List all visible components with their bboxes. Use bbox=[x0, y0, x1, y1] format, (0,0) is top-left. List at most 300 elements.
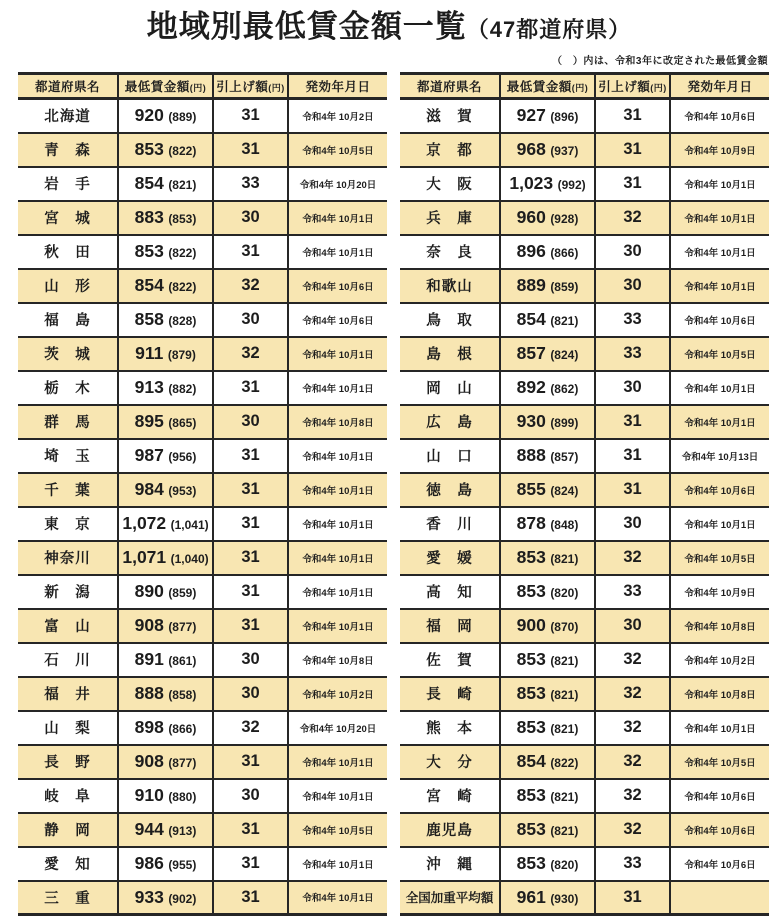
raise-amount: 30 bbox=[595, 269, 670, 303]
minimum-wage-cell bbox=[500, 711, 595, 745]
wage-current: 889 bbox=[516, 275, 546, 296]
table-row bbox=[400, 405, 769, 439]
wage-previous: (889) bbox=[168, 110, 197, 125]
table-row bbox=[400, 541, 769, 575]
minimum-wage-cell bbox=[500, 167, 595, 201]
minimum-wage-cell bbox=[500, 235, 595, 269]
col-header-raise bbox=[213, 74, 288, 99]
table-row bbox=[400, 711, 769, 745]
effective-date: 令和4年 10月8日 bbox=[288, 643, 387, 677]
minimum-wage-cell bbox=[118, 779, 213, 813]
table-row bbox=[400, 99, 769, 133]
prefecture-name: 千 葉 bbox=[44, 483, 91, 500]
wage-previous: (859) bbox=[550, 280, 579, 295]
prefecture-name: 岐 阜 bbox=[44, 789, 91, 806]
table-row bbox=[18, 779, 387, 813]
wage-current: 984 bbox=[134, 479, 164, 500]
header-row bbox=[400, 74, 769, 99]
raise-amount: 31 bbox=[213, 507, 288, 541]
raise-amount: 31 bbox=[595, 405, 670, 439]
minimum-wage-cell bbox=[500, 745, 595, 779]
raise-amount: 30 bbox=[213, 201, 288, 235]
effective-date: 令和4年 10月1日 bbox=[670, 405, 769, 439]
effective-date: 令和4年 10月5日 bbox=[288, 813, 387, 847]
table-row bbox=[400, 575, 769, 609]
raise-amount: 30 bbox=[595, 507, 670, 541]
raise-amount: 30 bbox=[595, 235, 670, 269]
table-row bbox=[400, 439, 769, 473]
wage-previous: (821) bbox=[550, 314, 579, 329]
minimum-wage-cell bbox=[500, 303, 595, 337]
table-row bbox=[400, 167, 769, 201]
wage-previous: (822) bbox=[550, 756, 579, 771]
minimum-wage-cell bbox=[118, 99, 213, 133]
raise-amount: 31 bbox=[595, 99, 670, 133]
wage-previous: (913) bbox=[168, 824, 197, 839]
minimum-wage-cell bbox=[118, 133, 213, 167]
wage-current: 854 bbox=[516, 309, 546, 330]
minimum-wage-cell bbox=[500, 201, 595, 235]
wage-current: 854 bbox=[516, 751, 546, 772]
prefecture-name: 神奈川 bbox=[44, 551, 91, 568]
table-row bbox=[18, 133, 387, 167]
wage-current: 895 bbox=[134, 411, 164, 432]
wage-current: 858 bbox=[134, 309, 164, 330]
prefecture-name: 山 形 bbox=[44, 279, 91, 296]
prefecture-name: 福 島 bbox=[44, 313, 91, 330]
effective-date: 令和4年 10月1日 bbox=[288, 881, 387, 915]
effective-date: 令和4年 10月1日 bbox=[670, 507, 769, 541]
prefecture-name: 滋 賀 bbox=[426, 109, 473, 126]
wage-current: 900 bbox=[516, 615, 546, 636]
raise-amount: 32 bbox=[595, 541, 670, 575]
raise-amount: 32 bbox=[595, 711, 670, 745]
wage-previous: (866) bbox=[550, 246, 579, 261]
effective-date: 令和4年 10月1日 bbox=[288, 745, 387, 779]
wage-previous: (821) bbox=[550, 552, 579, 567]
table-row bbox=[400, 847, 769, 881]
prefecture-name: 秋 田 bbox=[44, 245, 91, 262]
table-row bbox=[400, 201, 769, 235]
wage-previous: (899) bbox=[550, 416, 579, 431]
table-row bbox=[18, 813, 387, 847]
effective-date: 令和4年 10月1日 bbox=[288, 371, 387, 405]
wage-previous: (821) bbox=[550, 790, 579, 805]
wage-current: 910 bbox=[134, 785, 164, 806]
wage-previous: (861) bbox=[168, 654, 197, 669]
minimum-wage-cell bbox=[118, 813, 213, 847]
table-body-left bbox=[18, 99, 387, 915]
wage-table-left bbox=[18, 72, 387, 916]
wage-previous: (1,041) bbox=[170, 518, 209, 533]
raise-amount: 31 bbox=[595, 473, 670, 507]
effective-date: 令和4年 10月1日 bbox=[670, 371, 769, 405]
wage-previous: (880) bbox=[168, 790, 197, 805]
header-row bbox=[18, 74, 387, 99]
effective-date: 令和4年 10月6日 bbox=[670, 847, 769, 881]
minimum-wage-cell bbox=[500, 269, 595, 303]
prefecture-name: 長 野 bbox=[44, 755, 91, 772]
effective-date: 令和4年 10月1日 bbox=[288, 337, 387, 371]
wage-current: 853 bbox=[516, 819, 546, 840]
wage-current: 1,071 bbox=[122, 547, 167, 568]
table-row bbox=[18, 371, 387, 405]
raise-amount: 32 bbox=[595, 813, 670, 847]
wage-previous: (902) bbox=[168, 891, 197, 906]
minimum-wage-cell bbox=[500, 541, 595, 575]
effective-date: 令和4年 10月1日 bbox=[670, 201, 769, 235]
table-row bbox=[400, 677, 769, 711]
effective-date: 令和4年 10月20日 bbox=[288, 711, 387, 745]
wage-previous: (822) bbox=[168, 246, 197, 261]
minimum-wage-cell bbox=[118, 337, 213, 371]
wage-previous: (879) bbox=[167, 348, 196, 363]
table-row bbox=[400, 371, 769, 405]
col-header-label: 都道府県名 bbox=[34, 80, 100, 95]
wage-previous: (848) bbox=[550, 518, 579, 533]
prefecture-name: 広 島 bbox=[426, 415, 473, 432]
col-header-date bbox=[670, 74, 769, 99]
wage-previous: (992) bbox=[557, 178, 586, 193]
raise-amount: 31 bbox=[213, 99, 288, 133]
wage-previous: (953) bbox=[168, 484, 197, 499]
wage-previous: (877) bbox=[168, 756, 197, 771]
raise-amount: 31 bbox=[213, 439, 288, 473]
col-header-label: 最低賃金額 bbox=[506, 80, 572, 95]
table-row bbox=[18, 439, 387, 473]
wage-previous: (821) bbox=[550, 688, 579, 703]
wage-current: 920 bbox=[134, 105, 164, 126]
raise-amount: 31 bbox=[213, 473, 288, 507]
prefecture-name: 新 潟 bbox=[44, 585, 91, 602]
raise-amount: 32 bbox=[595, 745, 670, 779]
wage-current: 896 bbox=[516, 241, 546, 262]
tables-container bbox=[18, 72, 778, 916]
prefecture-name: 富 山 bbox=[44, 619, 91, 636]
minimum-wage-cell bbox=[118, 303, 213, 337]
raise-amount: 30 bbox=[213, 779, 288, 813]
wage-current: 855 bbox=[516, 479, 546, 500]
raise-amount: 31 bbox=[213, 371, 288, 405]
table-row bbox=[18, 269, 387, 303]
wage-previous: (928) bbox=[550, 212, 579, 227]
effective-date: 令和4年 10月1日 bbox=[288, 609, 387, 643]
raise-amount: 32 bbox=[595, 643, 670, 677]
table-row bbox=[18, 847, 387, 881]
col-header-label: 発効年月日 bbox=[687, 80, 753, 95]
minimum-wage-cell bbox=[118, 541, 213, 575]
effective-date: 令和4年 10月1日 bbox=[670, 235, 769, 269]
table-row bbox=[18, 575, 387, 609]
raise-amount: 31 bbox=[213, 847, 288, 881]
col-header-unit: (円) bbox=[268, 83, 285, 94]
col-header-prefecture bbox=[400, 74, 500, 99]
table-row bbox=[400, 779, 769, 813]
revision-note: （ ）内は、令和3年に改定された最低賃金額 bbox=[551, 56, 768, 68]
wage-previous: (821) bbox=[550, 722, 579, 737]
table-row bbox=[18, 609, 387, 643]
prefecture-name: 和歌山 bbox=[426, 279, 473, 296]
raise-amount: 31 bbox=[595, 167, 670, 201]
wage-current: 891 bbox=[134, 649, 164, 670]
raise-amount: 30 bbox=[213, 677, 288, 711]
table-row bbox=[400, 643, 769, 677]
wage-current: 911 bbox=[135, 343, 164, 364]
raise-amount: 32 bbox=[595, 677, 670, 711]
table-row bbox=[18, 201, 387, 235]
raise-amount: 30 bbox=[595, 371, 670, 405]
prefecture-name: 奈 良 bbox=[426, 245, 473, 262]
effective-date: 令和4年 10月20日 bbox=[288, 167, 387, 201]
prefecture-name: 全国加重平均額 bbox=[405, 891, 494, 906]
prefecture-name: 福 岡 bbox=[426, 619, 473, 636]
effective-date: 令和4年 10月1日 bbox=[288, 847, 387, 881]
raise-amount: 31 bbox=[213, 541, 288, 575]
wage-current: 888 bbox=[134, 683, 164, 704]
prefecture-name: 佐 賀 bbox=[426, 653, 473, 670]
wage-previous: (877) bbox=[168, 620, 197, 635]
wage-current: 853 bbox=[516, 717, 546, 738]
table-row bbox=[18, 473, 387, 507]
table-row bbox=[400, 269, 769, 303]
effective-date: 令和4年 10月6日 bbox=[670, 99, 769, 133]
minimum-wage-cell bbox=[500, 405, 595, 439]
wage-previous: (955) bbox=[168, 858, 197, 873]
prefecture-name: 山 梨 bbox=[44, 721, 91, 738]
prefecture-name: 兵 庫 bbox=[426, 211, 473, 228]
effective-date: 令和4年 10月1日 bbox=[670, 269, 769, 303]
effective-date: 令和4年 10月5日 bbox=[670, 337, 769, 371]
wage-current: 892 bbox=[516, 377, 546, 398]
raise-amount: 31 bbox=[595, 881, 670, 915]
minimum-wage-cell bbox=[500, 643, 595, 677]
wage-previous: (821) bbox=[550, 824, 579, 839]
minimum-wage-cell bbox=[118, 677, 213, 711]
effective-date: 令和4年 10月1日 bbox=[288, 439, 387, 473]
table-row bbox=[18, 405, 387, 439]
table-row bbox=[18, 303, 387, 337]
table-row bbox=[400, 881, 769, 915]
wage-current: 854 bbox=[134, 275, 164, 296]
prefecture-name: 愛 媛 bbox=[426, 551, 473, 568]
minimum-wage-cell bbox=[500, 847, 595, 881]
wage-previous: (865) bbox=[168, 416, 197, 431]
effective-date: 令和4年 10月5日 bbox=[288, 133, 387, 167]
raise-amount: 31 bbox=[595, 439, 670, 473]
minimum-wage-cell bbox=[500, 881, 595, 915]
minimum-wage-cell bbox=[500, 813, 595, 847]
wage-previous: (882) bbox=[168, 382, 197, 397]
table-row bbox=[18, 235, 387, 269]
raise-amount: 32 bbox=[595, 779, 670, 813]
table-header-right bbox=[400, 74, 769, 99]
effective-date bbox=[670, 881, 769, 915]
minimum-wage-cell bbox=[118, 609, 213, 643]
wage-current: 853 bbox=[516, 785, 546, 806]
table-row bbox=[400, 745, 769, 779]
col-header-label: 発効年月日 bbox=[305, 80, 371, 95]
effective-date: 令和4年 10月1日 bbox=[288, 235, 387, 269]
table-row bbox=[18, 643, 387, 677]
prefecture-name: 徳 島 bbox=[426, 483, 473, 500]
table-row bbox=[400, 507, 769, 541]
wage-current: 890 bbox=[134, 581, 164, 602]
prefecture-name: 香 川 bbox=[426, 517, 473, 534]
wage-previous: (937) bbox=[550, 144, 579, 159]
wage-previous: (956) bbox=[168, 450, 197, 465]
table-row bbox=[18, 167, 387, 201]
prefecture-name: 鹿児島 bbox=[426, 823, 473, 840]
table-row bbox=[400, 337, 769, 371]
effective-date: 令和4年 10月1日 bbox=[288, 473, 387, 507]
wage-previous: (1,040) bbox=[170, 552, 209, 567]
effective-date: 令和4年 10月8日 bbox=[670, 609, 769, 643]
wage-current: 961 bbox=[516, 886, 546, 907]
wage-previous: (824) bbox=[550, 484, 579, 499]
prefecture-name: 東 京 bbox=[44, 517, 91, 534]
prefecture-name: 静 岡 bbox=[44, 823, 91, 840]
wage-current: 853 bbox=[516, 853, 546, 874]
raise-amount: 31 bbox=[213, 745, 288, 779]
minimum-wage-cell bbox=[500, 779, 595, 813]
raise-amount: 32 bbox=[213, 269, 288, 303]
col-header-label: 引上げ額 bbox=[598, 80, 651, 95]
wage-current: 857 bbox=[516, 343, 546, 364]
raise-amount: 32 bbox=[213, 711, 288, 745]
prefecture-name: 高 知 bbox=[426, 585, 473, 602]
minimum-wage-cell bbox=[118, 711, 213, 745]
minimum-wage-cell bbox=[118, 235, 213, 269]
wage-current: 930 bbox=[516, 411, 546, 432]
prefecture-name: 大 分 bbox=[426, 755, 473, 772]
page-title-main: 地域別最低賃金額一覧 bbox=[146, 9, 467, 44]
wage-previous: (930) bbox=[550, 891, 579, 906]
raise-amount: 31 bbox=[213, 609, 288, 643]
col-header-date bbox=[288, 74, 387, 99]
minimum-wage-cell bbox=[500, 677, 595, 711]
minimum-wage-cell bbox=[118, 575, 213, 609]
col-header-wage bbox=[500, 74, 595, 99]
table-row bbox=[18, 745, 387, 779]
prefecture-name: 青 森 bbox=[44, 143, 91, 160]
wage-current: 1,072 bbox=[122, 513, 167, 534]
prefecture-name: 愛 知 bbox=[44, 857, 91, 874]
wage-previous: (866) bbox=[168, 722, 197, 737]
prefecture-name: 埼 玉 bbox=[44, 449, 91, 466]
table-row bbox=[18, 541, 387, 575]
prefecture-name: 鳥 取 bbox=[426, 313, 473, 330]
prefecture-name: 宮 崎 bbox=[426, 789, 473, 806]
prefecture-name: 岩 手 bbox=[44, 177, 91, 194]
effective-date: 令和4年 10月2日 bbox=[670, 643, 769, 677]
wage-current: 853 bbox=[516, 649, 546, 670]
table-row bbox=[400, 303, 769, 337]
raise-amount: 31 bbox=[213, 813, 288, 847]
wage-previous: (858) bbox=[168, 688, 197, 703]
wage-current: 853 bbox=[516, 683, 546, 704]
prefecture-name: 宮 城 bbox=[44, 211, 91, 228]
wage-previous: (822) bbox=[168, 144, 197, 159]
minimum-wage-cell bbox=[118, 507, 213, 541]
wage-current: 1,023 bbox=[509, 173, 554, 194]
prefecture-name: 沖 縄 bbox=[426, 857, 473, 874]
effective-date: 令和4年 10月9日 bbox=[670, 575, 769, 609]
effective-date: 令和4年 10月1日 bbox=[288, 507, 387, 541]
wage-current: 878 bbox=[516, 513, 546, 534]
table-row bbox=[18, 507, 387, 541]
table-row bbox=[400, 813, 769, 847]
wage-previous: (859) bbox=[168, 586, 197, 601]
col-header-unit: (円) bbox=[189, 83, 207, 94]
effective-date: 令和4年 10月8日 bbox=[288, 405, 387, 439]
effective-date: 令和4年 10月5日 bbox=[670, 541, 769, 575]
minimum-wage-cell bbox=[500, 371, 595, 405]
wage-current: 987 bbox=[134, 445, 164, 466]
minimum-wage-cell bbox=[118, 881, 213, 915]
table-row bbox=[400, 235, 769, 269]
table-row bbox=[18, 881, 387, 915]
raise-amount: 31 bbox=[595, 133, 670, 167]
prefecture-name: 島 根 bbox=[426, 347, 473, 364]
wage-current: 854 bbox=[134, 173, 164, 194]
wage-current: 933 bbox=[134, 886, 164, 907]
effective-date: 令和4年 10月6日 bbox=[670, 813, 769, 847]
minimum-wage-cell bbox=[118, 473, 213, 507]
wage-current: 968 bbox=[516, 139, 546, 160]
effective-date: 令和4年 10月13日 bbox=[670, 439, 769, 473]
col-header-unit: (円) bbox=[571, 83, 589, 94]
effective-date: 令和4年 10月9日 bbox=[670, 133, 769, 167]
minimum-wage-cell bbox=[118, 269, 213, 303]
page-title-suffix: （47都道府県） bbox=[466, 17, 632, 42]
wage-previous: (870) bbox=[550, 620, 579, 635]
wage-current: 986 bbox=[134, 853, 164, 874]
minimum-wage-cell bbox=[118, 405, 213, 439]
wage-previous: (896) bbox=[550, 110, 579, 125]
col-header-label: 都道府県名 bbox=[416, 80, 482, 95]
wage-previous: (821) bbox=[550, 654, 579, 669]
raise-amount: 33 bbox=[595, 337, 670, 371]
raise-amount: 30 bbox=[213, 303, 288, 337]
prefecture-name: 福 井 bbox=[44, 687, 91, 704]
wage-current: 853 bbox=[516, 581, 546, 602]
effective-date: 令和4年 10月6日 bbox=[670, 473, 769, 507]
raise-amount: 31 bbox=[213, 235, 288, 269]
raise-amount: 33 bbox=[595, 847, 670, 881]
effective-date: 令和4年 10月6日 bbox=[670, 779, 769, 813]
raise-amount: 31 bbox=[213, 575, 288, 609]
table-body-right bbox=[400, 99, 769, 915]
effective-date: 令和4年 10月6日 bbox=[670, 303, 769, 337]
col-header-raise bbox=[595, 74, 670, 99]
raise-amount: 31 bbox=[213, 133, 288, 167]
raise-amount: 33 bbox=[595, 575, 670, 609]
minimum-wage-cell bbox=[500, 473, 595, 507]
col-header-prefecture bbox=[18, 74, 118, 99]
table-row bbox=[400, 609, 769, 643]
col-header-label: 引上げ額 bbox=[216, 80, 269, 95]
wage-previous: (820) bbox=[550, 586, 579, 601]
col-header-unit: (円) bbox=[650, 83, 667, 94]
wage-current: 960 bbox=[516, 207, 546, 228]
prefecture-name: 三 重 bbox=[44, 890, 91, 907]
wage-current: 913 bbox=[134, 377, 164, 398]
minimum-wage-cell bbox=[118, 201, 213, 235]
effective-date: 令和4年 10月1日 bbox=[670, 167, 769, 201]
raise-amount: 33 bbox=[595, 303, 670, 337]
minimum-wage-cell bbox=[500, 507, 595, 541]
raise-amount: 32 bbox=[213, 337, 288, 371]
